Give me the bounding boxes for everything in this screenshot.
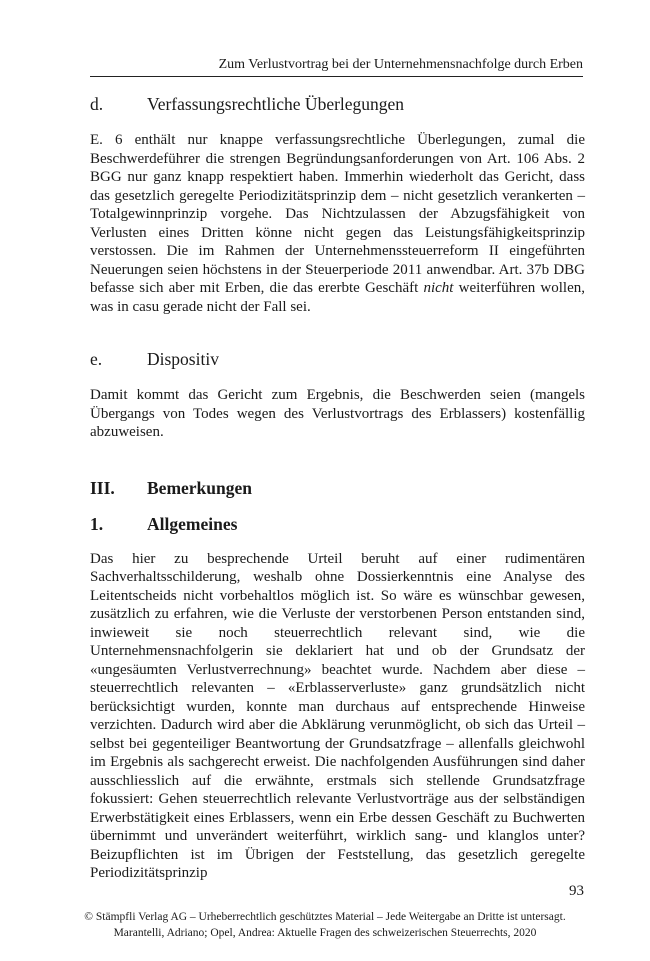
- emphasis-text: nicht: [423, 280, 454, 296]
- paragraph-dispositiv: Damit kommt das Gericht zum Ergebnis, die Beschwerden seien (mangels Übergangs von Todes wegen des Verlustvortrags des Erblassers) kostenfällig abzuweisen.: [90, 387, 585, 440]
- chapter-heading: [90, 476, 585, 500]
- section-title: Dispositiv: [147, 349, 219, 369]
- text-run: E. 6 enthält nur knappe verfassungsrechtliche Überlegungen, zumal die Beschwerdeführer die strengen Begründungsanforderungen von Art. 106 Abs. 2 BGG nur ganz knapp respektiert haben. Immerhin wiederholt das Gericht, dass das gesetzlich geregelte Periodizitätsprinzip dem – nicht gesetzlich verankerten – Totalgewinnprinzip vorgehe. Das Nichtzulassen der Abzugsfähigkeit von Verlusten eines Dritten könne nicht gegen das Leistungsfähigkeitsprinzip verstossen. Die im Rahmen der Unternehmenssteuerreform II eingeführten Neuerungen seien höchstens in der Steuerperiode 2011 anwendbar. Art. 37b DBG befasse sich aber mit Erben, die das ererbte Geschäft: [90, 132, 585, 296]
- subsection-title: Allgemeines: [147, 513, 238, 534]
- chapter-title: Bemerkungen: [147, 477, 252, 498]
- page-number: 93: [569, 883, 584, 899]
- section-heading-e: [90, 347, 585, 371]
- copyright-footer: © Stämpfli Verlag AG – Urheberrechtlich geschütztes Material – Jede Weitergabe an Dritte ist untersagt.: [84, 911, 566, 923]
- text-run: weiterführen wollen, was in casu gerade nicht der Fall sei.: [90, 280, 585, 315]
- page-content: [90, 88, 585, 883]
- citation-footer: Marantelli, Adriano; Opel, Andrea: Aktuelle Fragen des schweizerischen Steuerrechts, 2020: [113, 927, 537, 939]
- paragraph-constitutional: [90, 131, 585, 316]
- section-number: e.: [90, 349, 103, 369]
- header-rule: [90, 76, 583, 77]
- paragraph-general: Das hier zu besprechende Urteil beruht auf einer rudimentären Sachverhaltsschilderung, weshalb ohne Dossierkenntnis eine Analyse des Leitentscheids nicht vorbehaltlos möglich ist. So wäre es wünschbar gewesen, zusätzlich zu erfahren, wie die Verluste der verstorbenen Person entstanden sind, inwieweit sie noch steuerrechtlich relevant sind, wie die Unternehmensnachfolgerin sie deklariert hat und ob der Grundsatz der «ungesäumten Verlustverrechnung» beachtet wurde. Nachdem aber diese – steuerrechtlich relevanten – «Erblasserverluste» ganz grundsätzlich nicht berücksichtigt wurden, konnte man durchaus auf entsprechende Hinweise verzichten. Dadurch wird aber die Abklärung verunmöglicht, ob sich das Urteil – selbst bei gegenteiliger Beantwortung der Grundsatzfrage – allenfalls gleichwohl im Ergebnis als sachgerecht erweist. Die nachfolgenden Ausführungen sind daher ausschliesslich auf die erwähnte, erstmals sich stellende Grundsatzfrage fokussiert: Gehen steuerrechtlich relevante Verlustvorträge aus der selbständigen Erwerbstätigkeit eines Erblassers, wenn ein Erbe dessen Geschäft zu Buchwerten übernimmt und unverändert weiterführt, wirklich sang- und klanglos unter? Beizupflichten ist im Übrigen der Feststellung, das gesetzlich geregelte Periodizitätsprinzip: [90, 550, 585, 881]
- running-head: Zum Verlustvortrag bei der Unternehmensnachfolge durch Erben: [218, 57, 583, 72]
- subsection-heading: [90, 512, 585, 536]
- section-number: d.: [90, 94, 104, 114]
- section-title: Verfassungsrechtliche Überlegungen: [147, 94, 405, 114]
- section-heading-d: [90, 92, 585, 116]
- subsection-number: 1.: [90, 513, 104, 534]
- chapter-number: III.: [90, 477, 115, 498]
